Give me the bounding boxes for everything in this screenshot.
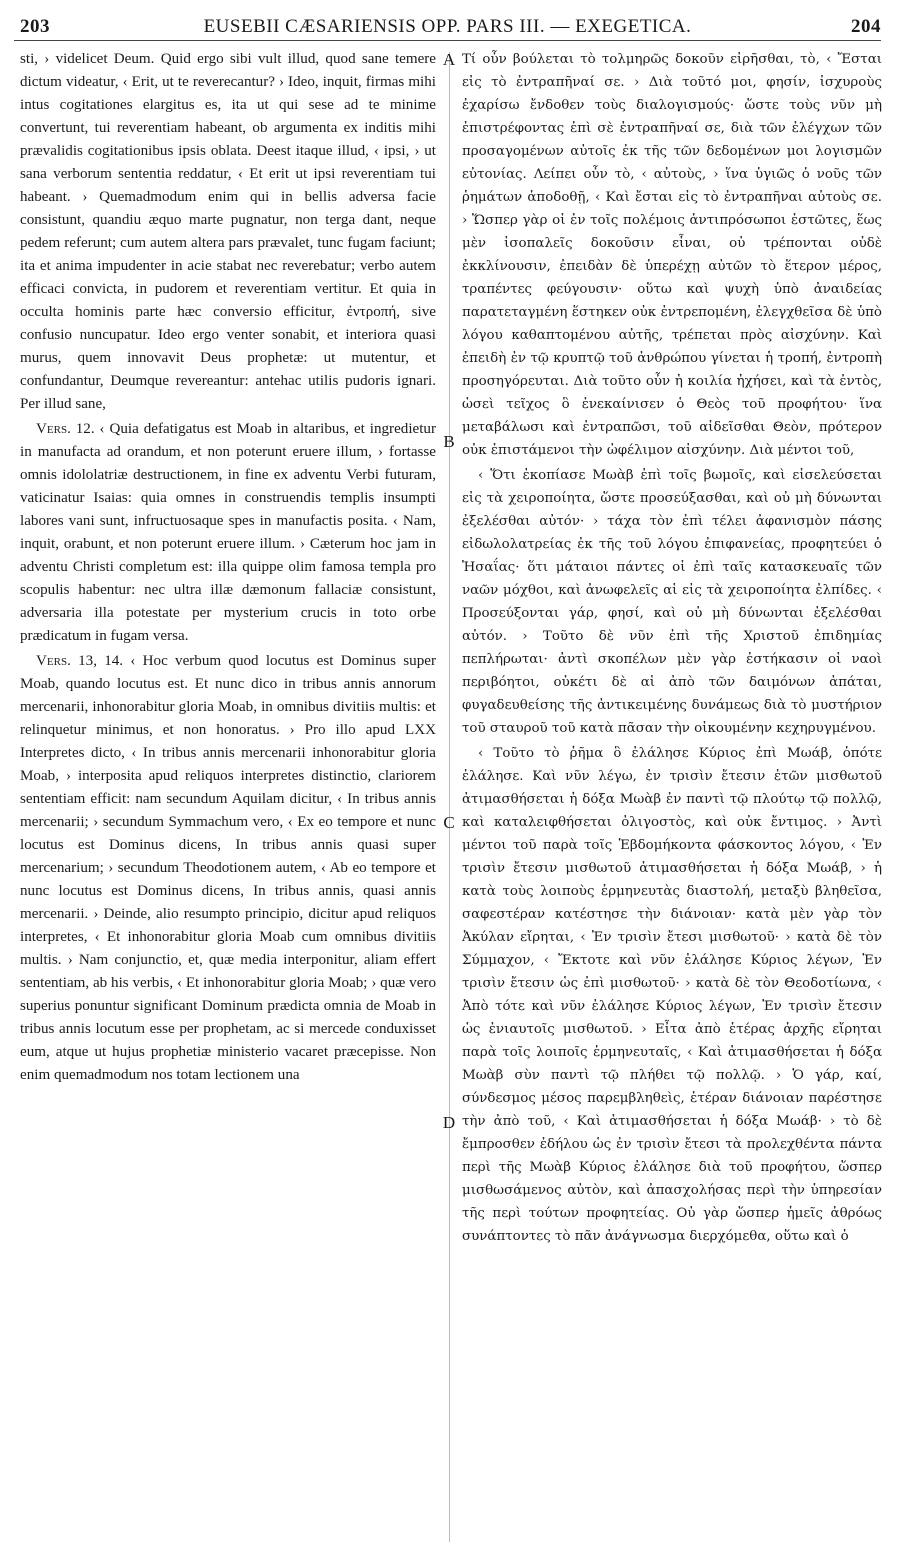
running-header [14, 12, 881, 41]
latin-column [20, 48, 436, 1548]
latin-paragraph-1: sti, › videlicet Deum. Quid ergo sibi vult illud, quod sane temere dictum videatur, ‹ Erit, ut te reverecantur? › Ideo, inquit, firmas mihi intus cogitationes elargitus es, ita ut qui sese ad te minime convertunt, tui reverentiam habeant, ob argumenta ex inditis mihi prævalidis cogitationibus ipsis oblata. Deest itaque illud, ‹ ipsi, › ut sana verborum sententia reddatur, ‹ Et erit ut ipsi reverentiam tui habeant. › Quemadmodum enim qui in bellis adversa facie consistunt, quandiu æquo marte pugnatur, non terga dant, neque pedem referunt; cum autem altera pars prævalet, tunc fugam faciunt; ita et anima impudenter in acie stabat nec reverebatur; verbo autem efficaci convicta, in pudorem et reverentiam vertitur. Et quia in occulta hominis parte hæc conversio efficitur, ἐντροπή, sive confusio nuncupatur. Ideo ergo venter sonabit, et interiora quasi murus, quem innovavit Deus prophetæ: ut mutentur, et confundantur, Deumque revereantur: antehac utilis pudoris ignari. Per illud sane, [20, 51, 436, 412]
verse-label: Vers. 13, 14. [36, 653, 124, 669]
greek-paragraph-3: ‹ Τοῦτο τὸ ῥῆμα ὃ ἐλάλησε Κύριος ἐπὶ Μωάβ, ὁπότε ἐλάλησε. Καὶ νῦν λέγω, ἐν τρισὶν ἔτεσιν ἐτῶν μισθωτοῦ ἀτιμασθήσεται ἡ δόξα Μωὰβ ἐν παντὶ τῷ πλούτῳ τῷ πολλῷ, καὶ καταλειφθήσεται ὀλιγοστὸς, καὶ οὐκ ἔντιμος. › Ἀντὶ μέντοι τοῦ παρὰ τοῖς Ἑβδομήκοντα φάσκοντος λόγου, ‹ Ἐν τρισὶν ἔτεσιν μισθωτοῦ ἀτιμασθήσεται ἡ δόξα Μωάβ, › ἡ κατὰ τοὺς λοιποὺς ἑρμηνευτὰς διαστολή, μεταξὺ βληθεῖσα, σαφεστέραν κατέστησε τὴν διάνοιαν· κατὰ μὲν γὰρ τὸν Ἀκύλαν εἴρηται, ‹ Ἐν τρισὶν ἔτεσι μισθωτοῦ· › κατὰ δὲ τὸν Σύμμαχον, ‹ Ἔκτοτε καὶ νῦν ἐλάλησε Κύριος λέγων, Ἐν τρισὶν ἔτεσιν ὡς ἐπὶ μισθωτοῦ· › κατὰ δὲ τὸν Θεοδοτίωνα, ‹ Ἀπὸ τότε καὶ νῦν ἐλάλησε Κύριος λέγων, Ἐν τρισὶν ἔτεσιν ὡς ἐνιαυτοῖς μισθωτοῦ. › Εἶτα ἀπὸ ἑτέρας ἀρχῆς εἴρηται παρὰ τοῖς λοιποῖς ἑρμηνευταῖς, ‹ Καὶ ἀτιμασθήσεται ἡ δόξα Μωὰβ σὺν παντὶ τῷ πλήθει τῷ πολλῷ. › Ὁ γάρ, καί, σύνδεσμος μέσος παρεμβληθεὶς, ἑτέραν διάνοιαν παρέστησε τὴν ἀπὸ τοῦ, ‹ Καὶ ἀτιμασθήσεται ἡ δόξα Μωάβ· › τὸ δὲ ἔμπροσθεν ἐδήλου ὡς ἐν τρισὶν ἔτεσι τὰ προλεχθέντα πάντα περὶ τῆς Μωὰβ Κύριος ἐλάλησε διὰ τοῦ προφήτου, ὥσπερ μισθωσάμενος αὐτὸν, καὶ ἀπασχολήσας περὶ τὴν ὑπηρεσίαν τῆς περὶ τούτων προφητείας. Οὐ γὰρ ὥσπερ ἡμεῖς ἀθρόως συνάπτοντες τὸ πᾶν ἀνάγνωσμα διερχόμεθα, οὕτω καὶ ὁ [462, 746, 882, 1244]
margin-marker-d: D [442, 1113, 456, 1132]
margin-marker-c: C [443, 813, 455, 832]
verse-text: ‹ Hoc verbum quod locutus est Dominus super Moab, quando locutus est. Et nunc dico in tribus annis annorum mercenarii, inhonorabitur gloria Moab, in omnibus divitiis multis: et relinquetur minimus, et non honoratus. › Pro illo apud LXX Interpretes dicto, ‹ In tribus annis mercenarii inhonorabitur gloria Moab, › interposita apud reliquos interpretes distinctio, clariorem sententiam efficit: nam secundum Aquilam dicitur, ‹ In tribus annis mercenarii; › secundum Symmachum vero, ‹ Ex eo tempore et nunc locutus est Dominus dicens, In tribus annis quasi super mercenarium; › secundum Theodotionem autem, ‹ Ab eo tempore et nunc locutus est Dominus dicens, In tribus annis, quasi annis mercenarii. › Deinde, alio resumpto principio, dicitur apud reliquos interpretes, ‹ Et inhonorabitur gloria Moab cum omnibus divitiis multis. › Nam conjunctio, et, quæ media interponitur, aliam effert sententiam, ab his verbis, ‹ Et inhonorabitur gloria Moab; › quæ vero superius ponuntur significant Dominum prædicta omnia de Moab in tribus annis locutum esse per prophetam, ac si mercede conduxisset eum, atque ut hujus prophetiæ ministerio vacaret præcepisse. Non enim quemadmodum nos totam lectionem una [20, 653, 436, 1083]
verse-text: ‹ Quia defatigatus est Moab in altaribus, et ingredietur in manufacta ad orandum, et non poterunt eruere illum, › fortasse omnis idololatriæ destructionem, in fine ex adventu Verbi futuram, vaticinatur Isaias: quia omnes in construendis templis insumpti labores vani sunt, infructuosaque spes in manufactis posita. ‹ Nam, inquit, orabunt, et non poterunt eruere illum. › Cæterum hoc jam in adventu Christi completum est: illa quippe olim famosa templa pro scopulis habentur: nec ultra illæ dæmonum fallaciæ consistunt, adversaria illa potestate per mysterium crucis in toto orbe prædicatum in fugam versa. [20, 421, 436, 644]
greek-column [462, 48, 882, 1548]
margin-marker-b: B [443, 432, 455, 451]
greek-paragraph-1: Τί οὖν βούλεται τὸ τολμηρῶς δοκοῦν εἰρῆσθαι, τὸ, ‹ Ἔσται εἰς τὸ ἐντραπῆναί σε. › Διὰ τοῦτό μοι, φησίν, ἰσχυροὺς ἐχαρίσω ἔνδοθεν τοὺς διαλογισμούς· ὥστε τοὺς νῦν μὴ ἐπιστρέφοντας ἐπὶ σὲ ἐντραπῆναί σε, διὰ τῶν ἐλέγχων τῶν προσαγομένων αὐτοῖς ἐκ τῆς τῶν δεδομένων μοι λογισμῶν εὐτονίας. Λείπει οὖν τὸ, ‹ αὐτοὺς, › ἵνα ὑγιῶς ὁ νοῦς τῶν ῥημάτων ἀποδοθῇ, ‹ Καὶ ἔσται εἰς τὸ ἐντραπῆναι αὐτοὺς σε. › Ὥσπερ γὰρ οἱ ἐν τοῖς πολέμοις ἀντιπρόσωποι ἑστῶτες, ἕως μὲν ἰσοπαλεῖς δοκοῦσιν εἶναι, οὐ τρέπονται οὐδὲ ἐκκλίνουσιν, ἐπειδὰν δὲ ὑπερέχῃ αὐτῶν τὸ ἕτερον μέρος, τραπέντες φεύγουσιν· οὕτω καὶ ψυχὴ ὑπὸ ἀναιδείας παρατεταγμένη ἕστηκεν οὐκ ἐντρεπομένη, ἐλεγχθεῖσα δὲ ὑπὸ λόγου καθαπτομένου αὐτῆς, τρέπεται πρὸς αἰσχύνην. Καὶ ἐπειδὴ ἐν τῷ κρυπτῷ τοῦ ἀνθρώπου γίνεται ἡ τροπή, ἐντροπὴ προσηγόρευται. Διὰ τοῦτο οὖν ἡ κοιλία ἠχήσει, καὶ τὰ ἐντὸς, ὡσεὶ τεῖχος ὃ ἐνεκαίνισεν ὁ Θεὸς τοῦ προφήτου· ἵνα μεταβάλωσι καὶ ἐντραπῶσι, τοῦ αἰδεῖσθαι Θεὸν, πρότερον οὐκ ἐπιστάμενοι τὴν ὠφέλιμον αἰσχύνην. Διὰ μέντοι τοῦ, [462, 52, 882, 458]
margin-marker-a: A [442, 50, 456, 69]
page-number-left: 203 [20, 16, 50, 37]
page-number-right: 204 [851, 16, 881, 37]
greek-paragraph-2: ‹ Ὅτι ἐκοπίασε Μωὰβ ἐπὶ τοῖς βωμοῖς, καὶ εἰσελεύσεται εἰς τὰ χειροποίητα, ὥστε προσεύξασθαι, καὶ οὐ μὴ δύνωνται ἐξελέσθαι αὐτόν· › τάχα τὸν ἐπὶ τέλει ἀφανισμὸν πάσης εἰδωλολατρείας ἐκ τῆς τοῦ λόγου ἐπιφανείας, προφητεύει ὁ Ἡσαΐας· ὅτι μάταιοι πάντες οἱ ἐπὶ ταῖς κατασκευαῖς τῶν ναῶν μόχθοι, καὶ ἀνωφελεῖς αἱ εἰς τὰ χειροποίητα ἐλπίδες. ‹ Προσεύξονται γάρ, φησί, καὶ οὐ μὴ δύνωνται ἐξελέσθαι αὐτόν. › Τοῦτο δὲ νῦν ἐπὶ τῆς Χριστοῦ ἐπιδημίας πεπλήρωται· ἀντὶ σκοπέλων μὲν γὰρ ἐστήκασιν οἱ ναοὶ περιβόητοι, οὐκέτι δὲ αἱ ἀπὸ τῶν δαιμόνων ἀπάται, φυγαδευθείσης τῆς ἀντικειμένης δυνάμεως διὰ τὸ μυστήριον τοῦ σταυροῦ τοῦ κατὰ πᾶσαν τὴν οἰκουμένην κεχηρυγμένου. [462, 468, 882, 736]
column-divider [449, 52, 450, 1542]
verse-label: Vers. 12. [36, 421, 95, 437]
latin-verse-13 [20, 650, 436, 1087]
latin-verse-12 [20, 418, 436, 648]
running-title: EUSEBII CÆSARIENSIS OPP. PARS III. — EXEGETICA. [203, 16, 692, 37]
